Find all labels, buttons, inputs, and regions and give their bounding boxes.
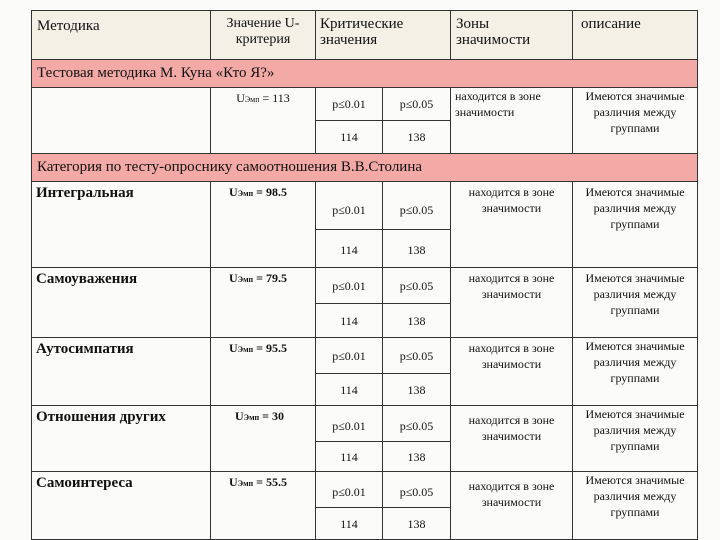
row-autosympathy-u-prefix: U [229,341,238,355]
row-others-attitude-zone [451,406,573,472]
kuhn-crit1 [316,121,383,154]
kuhn-crit1-value: 114 [340,130,358,144]
row-others-attitude-crit1-value: 114 [340,450,358,464]
row-others-attitude-u-value: = 30 [259,409,284,423]
row-autosympathy-u-cell [211,338,316,406]
row-integral-name: Интегральная [36,185,134,201]
row-autosympathy-p2 [383,338,451,374]
row-autosympathy-crit1 [316,374,383,406]
row-others-attitude-p1-label: p≤0.01 [332,419,366,433]
row-self-interest-u-cell [211,472,316,540]
kuhn-u-prefix: U [236,91,245,105]
row-others-attitude-name-cell [31,406,211,472]
section-kuhn-band [31,60,698,88]
row-integral-crit1 [316,230,383,268]
row-self-interest-u-value: = 55.5 [253,475,287,489]
kuhn-u-value: = 113 [259,91,290,105]
row-others-attitude-crit1 [316,442,383,472]
row-self-respect-p2-label: p≤0.05 [399,279,434,293]
kuhn-p1-label: p≤0.01 [332,97,366,111]
kuhn-u-sub: Эмп [244,95,260,104]
row-integral-crit1-value: 114 [340,243,358,257]
kuhn-p2 [383,88,451,121]
row-self-interest-p2 [383,472,451,508]
row-self-respect-desc [573,268,698,338]
header-critical-values [316,10,451,60]
row-autosympathy-zone [451,338,573,406]
row-self-respect-desc-text: Имеются значимые различия между группами [585,271,685,317]
row-integral-desc-text: Имеются значимые различия между группами [585,185,685,231]
kuhn-method-cell [31,88,211,154]
row-others-attitude-crit2-value: 138 [407,450,426,464]
header-description [573,10,698,60]
row-autosympathy-p1 [316,338,383,374]
row-others-attitude-p1 [316,406,383,442]
row-self-respect-crit1-value: 114 [340,314,358,328]
row-self-respect-crit2 [383,304,451,338]
row-self-respect-u-value: = 79.5 [253,271,287,285]
row-self-interest-crit1-value: 114 [340,517,358,531]
row-self-respect-zone [451,268,573,338]
row-self-interest-u-prefix: U [229,475,238,489]
row-autosympathy-name: Аутосимпатия [36,341,134,357]
row-autosympathy-crit2 [383,374,451,406]
row-autosympathy-u-value: = 95.5 [253,341,287,355]
row-self-respect-p2 [383,268,451,304]
row-others-attitude-desc [573,406,698,472]
row-integral-u-sub: Эмп [237,189,254,198]
kuhn-zone [451,88,573,154]
row-self-interest-desc [573,472,698,540]
row-self-interest-crit1 [316,508,383,540]
header-critical-values-label: Критические значения [320,16,404,48]
row-autosympathy-desc [573,338,698,406]
row-autosympathy-desc-text: Имеются значимые различия между группами [585,339,685,385]
header-methodology [31,10,211,60]
row-integral-u-prefix: U [229,185,238,199]
row-integral-crit2-value: 138 [407,243,426,257]
row-self-respect-p1-label: p≤0.01 [332,279,366,293]
row-autosympathy-zone-text: находится в зоне значимости [468,341,555,371]
row-autosympathy-crit2-value: 138 [407,383,426,397]
row-self-respect-name: Самоуважения [36,271,138,287]
row-others-attitude-crit2 [383,442,451,472]
row-integral-zone-text: находится в зоне значимости [468,185,555,215]
row-self-interest-name-cell [31,472,211,540]
section-stolin-title: Категория по тесту-опроснику самоотношения В.В.Столина [37,159,423,175]
kuhn-zone-text: находится в зоне значимости [455,89,541,119]
row-integral-name-cell [31,182,211,268]
row-integral-p1-label: p≤0.01 [332,203,366,217]
row-self-interest-crit2 [383,508,451,540]
row-integral-zone [451,182,573,268]
row-self-respect-crit2-value: 138 [407,314,426,328]
row-self-respect-name-cell [31,268,211,338]
header-significance-zones [451,10,573,60]
kuhn-desc-text: Имеются значимые различия между группами [585,89,685,135]
row-self-respect-u-sub: Эмп [237,275,254,284]
row-others-attitude-name: Отношения других [36,409,166,425]
results-table [31,10,698,540]
row-autosympathy-u-sub: Эмп [237,345,254,354]
row-self-respect-crit1 [316,304,383,338]
kuhn-crit2-value: 138 [407,130,426,144]
row-self-interest-name: Самоинтереса [36,475,133,491]
row-autosympathy-p1-label: p≤0.01 [332,349,366,363]
row-self-interest-crit2-value: 138 [407,517,426,531]
stolin-row-others-attitude [31,406,698,472]
header-methodology-label: Методика [37,18,100,34]
row-others-attitude-u-cell [211,406,316,472]
row-others-attitude-p2-label: p≤0.05 [399,419,434,433]
kuhn-row [31,88,698,154]
header-u-criterion [211,10,316,60]
header-description-label: описание [581,16,641,32]
row-self-interest-p1-label: p≤0.01 [332,485,366,499]
row-self-respect-u-cell [211,268,316,338]
kuhn-crit2 [383,121,451,154]
row-others-attitude-desc-text: Имеются значимые различия между группами [585,407,685,453]
kuhn-u-cell [211,88,316,154]
row-others-attitude-p2 [383,406,451,442]
row-self-interest-u-sub: Эмп [237,479,254,488]
row-autosympathy-p2-label: p≤0.05 [399,349,434,363]
stolin-row-self-respect [31,268,698,338]
row-self-interest-p2-label: p≤0.05 [399,485,434,499]
row-integral-desc [573,182,698,268]
row-self-interest-p1 [316,472,383,508]
row-others-attitude-u-prefix: U [235,409,244,423]
row-autosympathy-crit1-value: 114 [340,383,358,397]
stolin-row-integral [31,182,698,268]
kuhn-p2-label: p≤0.05 [399,97,434,111]
row-integral-p2 [383,182,451,230]
stolin-row-autosympathy [31,338,698,406]
row-self-respect-p1 [316,268,383,304]
row-self-interest-zone [451,472,573,540]
section-stolin-band [31,154,698,182]
row-others-attitude-zone-text: находится в зоне значимости [468,413,555,443]
row-self-interest-desc-text: Имеются значимые различия между группами [585,473,685,519]
row-integral-crit2 [383,230,451,268]
row-autosympathy-name-cell [31,338,211,406]
row-integral-p2-label: p≤0.05 [399,203,434,217]
section-kuhn-title: Тестовая методика М. Куна «Кто Я?» [37,65,275,81]
row-integral-u-value: = 98.5 [253,185,287,199]
row-self-respect-u-prefix: U [229,271,238,285]
header-u-criterion-label: Значение U-критерия [226,16,300,47]
row-integral-p1 [316,182,383,230]
stolin-row-self-interest [31,472,698,540]
header-significance-zones-label: Зоны значимости [456,16,531,48]
row-self-interest-zone-text: находится в зоне значимости [468,479,555,509]
row-integral-u-cell [211,182,316,268]
kuhn-desc [573,88,698,154]
row-others-attitude-u-sub: Эмп [243,413,260,422]
row-self-respect-zone-text: находится в зоне значимости [468,271,555,301]
kuhn-p1 [316,88,383,121]
